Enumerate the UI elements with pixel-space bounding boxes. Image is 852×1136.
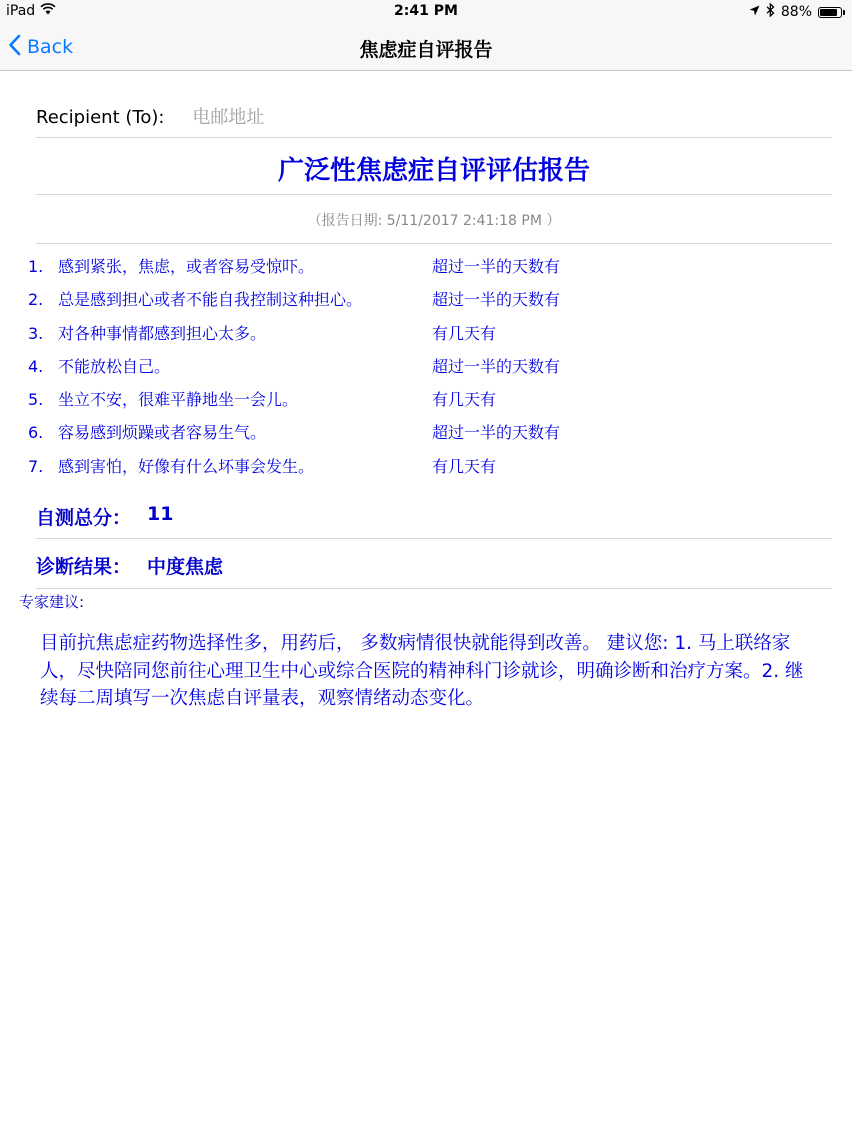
- divider: [36, 194, 832, 195]
- item-answer: 超过一半的天数有: [432, 290, 561, 310]
- item-answer: 有几天有: [432, 456, 497, 476]
- item-number: 7.: [28, 456, 44, 476]
- divider: [36, 137, 832, 138]
- item-question: 总是感到担心或者不能自我控制这种担心。: [58, 290, 363, 310]
- item-answer: 超过一半的天数有: [432, 356, 561, 376]
- location-arrow-icon: [749, 4, 760, 20]
- list-item: [28, 388, 828, 421]
- item-question: 感到紧张，焦虑，或者容易受惊吓。: [58, 257, 315, 276]
- question-list: [28, 255, 828, 488]
- list-item: [28, 421, 828, 454]
- diagnosis-result: [36, 552, 223, 579]
- item-number: 3.: [28, 323, 44, 343]
- divider: [36, 538, 832, 539]
- report-title: 广泛性焦虑症自评评估报告: [277, 156, 590, 186]
- report-date: （报告日期: 5/11/2017 2:41:18 PM ）: [307, 213, 561, 229]
- item-number: 4.: [28, 356, 44, 376]
- item-number: 1.: [28, 257, 44, 276]
- email-field[interactable]: [192, 107, 592, 128]
- advice-label: 专家建议:: [19, 593, 85, 611]
- nav-title: 焦虑症自评报告: [359, 39, 493, 61]
- divider: [36, 243, 832, 244]
- score-label: 自测总分：: [36, 507, 132, 529]
- score-value: 11: [147, 503, 174, 525]
- advice-text: 目前抗焦虑症药物选择性多，用药后， 多数病情很快就能得到改善。 建议您: 1. 马上联络家人，尽快陪同您前往心理卫生中心或综合医院的精神科门诊就诊，明确诊断和治疗方案。2. 继续每二周填写一次焦虑自评量表，观察情绪动态变化。: [40, 633, 804, 709]
- back-label: Back: [27, 36, 74, 58]
- item-answer: 有几天有: [432, 390, 497, 410]
- status-bar: [0, 0, 852, 24]
- navigation-bar: [0, 24, 852, 71]
- diagnosis-value: 中度焦虑: [147, 556, 224, 578]
- recipient-label: Recipient (To):: [36, 106, 165, 128]
- item-answer: 有几天有: [432, 323, 497, 343]
- item-number: 5.: [28, 390, 44, 410]
- item-number: 2.: [28, 290, 44, 310]
- recipient-row: [36, 98, 832, 136]
- divider: [36, 588, 832, 589]
- diagnosis-label: 诊断结果：: [36, 556, 132, 578]
- status-right: [749, 3, 842, 21]
- item-question: 容易感到烦躁或者容易生气。: [58, 423, 267, 443]
- item-answer: 超过一半的天数有: [432, 423, 561, 443]
- list-item: [28, 355, 828, 388]
- total-score: [36, 503, 173, 530]
- status-time: 2:41 PM: [394, 3, 458, 19]
- list-item: [28, 455, 828, 488]
- list-item: [28, 255, 828, 288]
- item-answer: 超过一半的天数有: [432, 257, 561, 276]
- bluetooth-icon: [766, 3, 775, 21]
- item-question: 对各种事情都感到担心太多。: [58, 323, 267, 343]
- device-name: iPad: [6, 3, 36, 19]
- item-question: 不能放松自己。: [58, 356, 171, 376]
- list-item: [28, 322, 828, 355]
- item-question: 感到害怕，好像有什么坏事会发生。: [58, 456, 315, 476]
- battery-icon: [818, 7, 842, 18]
- item-question: 坐立不安，很难平静地坐一会儿。: [58, 390, 299, 410]
- battery-percent: 88%: [780, 4, 812, 20]
- list-item: [28, 288, 828, 321]
- item-number: 6.: [28, 423, 44, 443]
